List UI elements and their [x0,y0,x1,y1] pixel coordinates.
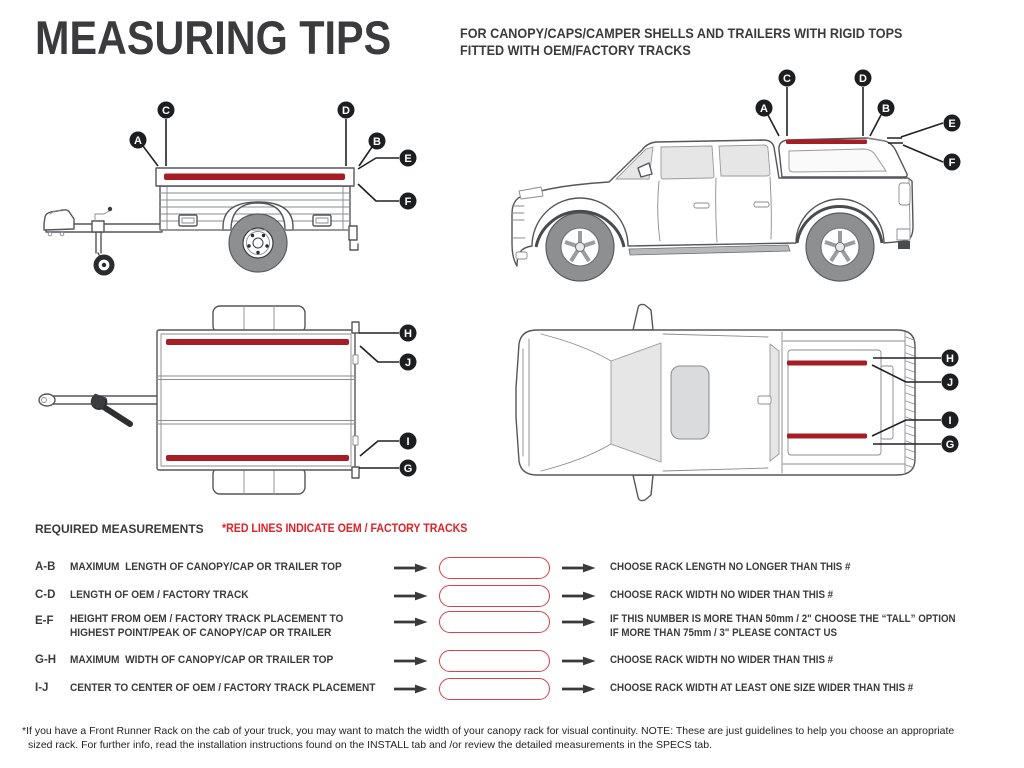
measurement-key: A-B [35,561,56,573]
footnote [22,724,1014,752]
leader-b [870,115,881,136]
svg-text:D: D [859,73,867,85]
marker-j [400,354,417,371]
trailer-top-view-diagram [35,300,457,508]
marker-g [400,460,417,477]
marker-c [158,102,175,119]
marker-b [878,100,895,117]
subtitle-line-2: FITTED WITH OEM/FACTORY TRACKS [460,42,691,58]
truck-front-wheel [546,213,614,281]
marker-g [942,436,959,453]
arrow-icon [562,684,596,694]
arrow-icon [562,617,596,627]
trailer-side-view-diagram [35,68,457,305]
svg-text:E: E [404,153,412,165]
svg-text:A: A [760,103,768,115]
measurement-instruction: IF THIS NUMBER IS MORE THAN 50mm / 2" CHOOSE THE “TALL” OPTION IF MORE THAN 75mm / 3" PLEASE CONTACT US [610,613,956,639]
arrow-icon [394,591,428,601]
leader-a [143,146,158,166]
measurement-instruction: CHOOSE RACK LENGTH NO LONGER THAN THIS # [610,561,851,573]
svg-text:H: H [946,353,954,365]
truck-side-drawing [512,138,913,281]
svg-text:F: F [948,157,956,169]
oem-track-line [786,140,867,145]
truck-side-view-diagram [495,56,1017,298]
svg-text:A: A [134,135,142,147]
svg-text:H: H [404,328,412,340]
trailer-top-drawing [39,306,359,494]
measurement-key: C-D [35,589,56,601]
arrow-icon [562,591,596,601]
leader-a [768,115,779,136]
marker-f [944,154,961,171]
subtitle-line-1: FOR CANOPY/CAPS/CAMPER SHELLS AND TRAILERS WITH RIGID TOPS [460,25,903,41]
marker-e [400,150,417,167]
measurement-value-box [439,557,550,579]
oem-track-line [787,361,867,366]
svg-text:B: B [373,136,381,148]
measurement-key: I-J [35,682,49,694]
measurement-key: G-H [35,654,57,666]
leader-f [358,184,399,201]
oem-track-line [166,455,349,461]
arrow-icon [394,563,428,573]
marker-i [942,412,959,429]
footnote-line-1: *If you have a Front Runner Rack on the cab of your truck, you may want to match the width of your canopy rack for visual continuity. NOTE: These are just guidelines to help you choose an appropriate [22,725,955,737]
measurement-row-gh [0,650,1024,672]
marker-h [942,350,959,367]
svg-text:G: G [945,439,955,451]
marker-i [400,433,417,450]
oem-track-line [164,174,345,181]
measurement-instruction: CHOOSE RACK WIDTH AT LEAST ONE SIZE WIDER THAN THIS # [610,682,914,694]
measurement-row-cd [0,585,1024,607]
marker-a [756,100,773,117]
marker-e [944,115,961,132]
marker-c [779,70,796,87]
measurement-row-ij [0,678,1024,700]
measurement-description: LENGTH OF OEM / FACTORY TRACK [70,589,249,601]
footnote-line-2: sized rack. For further info, read the installation instructions found on the INSTALL tab and /or review the detailed measurements in the SPECS tab. [28,739,713,751]
marker-f [400,193,417,210]
measurement-value-box [439,611,550,633]
measurement-value-box [439,585,550,607]
oem-track-line [787,434,867,439]
marker-h [400,325,417,342]
svg-text:G: G [403,463,413,475]
measurement-key: E-F [35,615,54,627]
svg-text:C: C [162,105,170,117]
measurement-instruction: CHOOSE RACK WIDTH NO WIDER THAN THIS # [610,654,834,666]
trailer-side-drawing [44,168,358,276]
marker-d [338,102,355,119]
measurement-value-box [439,678,550,700]
svg-text:I: I [948,415,952,427]
svg-text:I: I [406,436,410,448]
marker-b [369,133,386,150]
arrow-icon [562,563,596,573]
arrow-icon [394,617,428,627]
measurement-row-ab [0,557,1024,579]
arrow-icon [562,656,596,666]
measurement-row-ef [0,611,1024,641]
measurement-description: MAXIMUM WIDTH OF CANOPY/CAP OR TRAILER TOP [70,654,334,666]
required-measurements-heading: REQUIRED MEASUREMENTS [35,522,204,536]
svg-text:D: D [342,105,350,117]
marker-j [942,374,959,391]
arrow-icon [394,684,428,694]
svg-text:J: J [946,377,954,389]
truck-top-view-diagram [500,298,1017,502]
page-subtitle [460,25,902,59]
oem-track-line [166,339,349,345]
marker-d [855,70,872,87]
measurement-value-box [439,650,550,672]
measurement-description: HEIGHT FROM OEM / FACTORY TRACK PLACEMENT TO HIGHEST POINT/PEAK OF CANOPY/CAP OR TRAILER [70,613,344,639]
leader-b [359,147,372,166]
red-lines-note: *RED LINES INDICATE OEM / FACTORY TRACKS [222,523,468,535]
svg-text:E: E [948,118,956,130]
measurement-instruction: CHOOSE RACK WIDTH NO WIDER THAN THIS # [610,589,834,601]
leader-j [360,346,399,362]
marker-a [130,132,147,149]
truck-rear-wheel [806,213,874,281]
truck-top-drawing [516,304,915,500]
measurement-description: MAXIMUM LENGTH OF CANOPY/CAP OR TRAILER TOP [70,561,342,573]
svg-text:B: B [882,103,890,115]
arrow-icon [394,656,428,666]
page-title: MEASURING TIPS [35,11,392,64]
canopy [779,138,907,177]
trailer-wheel [229,214,287,272]
svg-text:J: J [404,357,412,369]
svg-text:F: F [404,196,412,208]
svg-text:C: C [783,73,791,85]
leader-i [360,441,399,456]
leader-e [887,123,943,138]
measurement-description: CENTER TO CENTER OF OEM / FACTORY TRACK PLACEMENT [70,682,376,694]
